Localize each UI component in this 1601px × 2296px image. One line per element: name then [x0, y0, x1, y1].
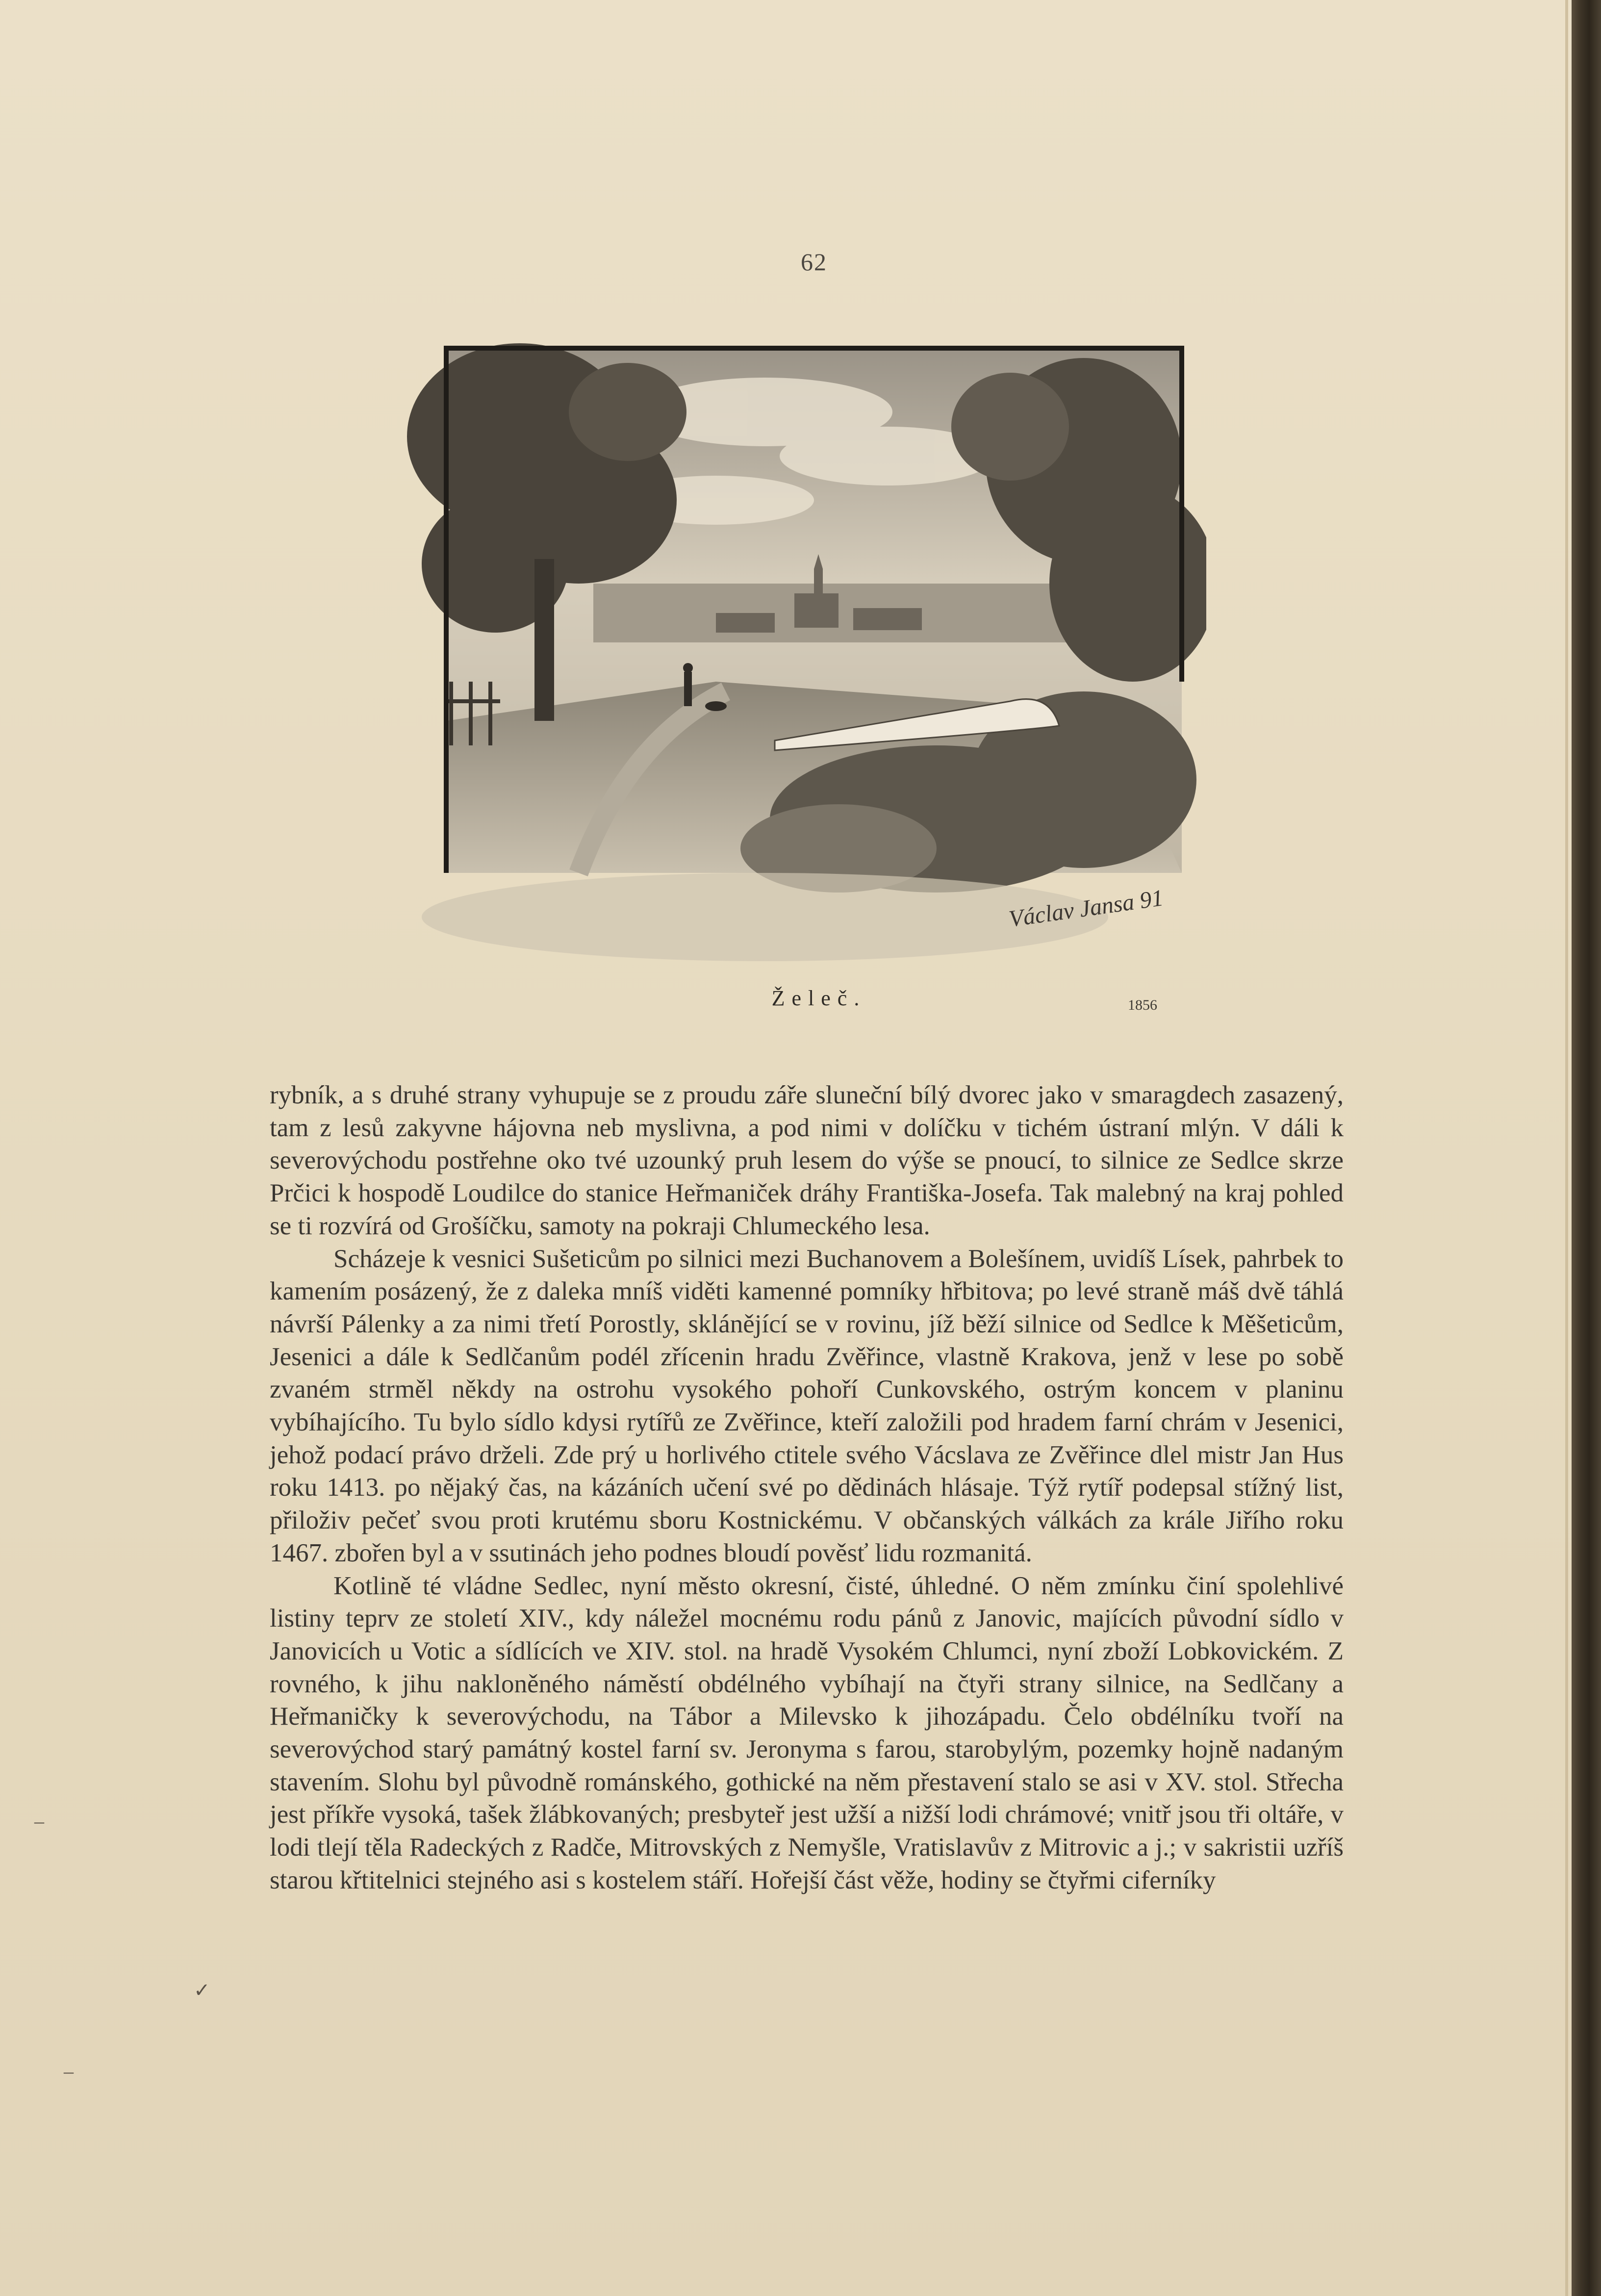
- figure-number: 1856: [1128, 997, 1157, 1013]
- margin-mark: ✓: [194, 1979, 210, 2001]
- illustration-caption: Želeč.: [771, 986, 866, 1010]
- page-number: 62: [801, 248, 827, 276]
- engraving-illustration: [373, 338, 1206, 976]
- paragraph-2: Scházeje k vesnici Sušeticům po silnici mezi Buchanovem a Bolešínem, uvidíš Lísek, pahrbek to kamením posázený, že z daleka mníš viděti kamenné pomníky hřbitova; po levé straně máš dvě táhlá návrší Pálenky a za nimi třetí Porostly, sklánějící se v rovinu, jíž běží silnice od Sedlce k Měšeticům, Jesenici a dále k Sedlčanům podél zřícenin hradu Zvěřince, vlastně Krakova, jenž v lese po sobě zvaném strměl někdy na ostrohu vysokého pohoří Cunkovského, ostrým koncem v planinu vybíhajícího. Tu bylo sídlo kdysi rytířů ze Zvěřince, kteří založili pod hradem farní chrám v Jesenici, jehož podací právo drželi. Zde prý u horlivého ctitele svého Vácslava ze Zvěřince dlel mistr Jan Hus roku 1413. po nějaký čas, na kázáních učení své po dědinách hlásaje. Týž rytíř podepsal stížný list, přiloživ pečeť svou proti krutému sboru Kostnickému. V občanských válkách za krále Jiřího roku 1467. zbořen byl a v ssutinách jeho podnes bloudí pověsť lidu rozmanitá.: [270, 1244, 1344, 1567]
- page-edge-highlight: [1565, 0, 1568, 2296]
- margin-dash: –: [64, 2060, 74, 2082]
- dog-figure: [705, 701, 727, 711]
- paragraph-1: rybník, a s druhé strany vyhupuje se z proudu záře sluneční bílý dvorec jako v smaragdech zasazený, tam z lesů zakyvne hájovna neb myslivna, a pod nimi v dolíčku v tichém ústraní mlýn. V dáli k severovýchodu postřehne oko tvé uzounký pruh lesem do výše se pnoucí, to silnice ze Sedlce skrze Prčici k hospodě Loudilce do stanice Heřmaniček dráhy Františka-Josefa. Tak malebný na kraj pohled se ti rozvírá od Grošíčku, samoty na pokraji Chlumeckého lesa.: [270, 1081, 1344, 1240]
- artist-signature: Václav Jansa 91: [1007, 885, 1165, 932]
- binding-edge: [1572, 0, 1601, 2296]
- walking-figure: [683, 663, 693, 706]
- paragraph-3: Kotlině té vládne Sedlec, nyní město okresní, čisté, úhledné. O něm zmínku činí spolehlivé listiny teprv ze století XIV., kdy náležel mocnému rodu pánů z Janovic, majících původní sídlo v Janovicích u Votic a sídlících ve XIV. stol. na hradě Vysokém Chlumci, nyní zboží Lobkovickém. Z rovného, k jihu nakloněného náměstí obdélného vybíhají na čtyři strany silnice, na Sedlčany a Heřmaničky k severovýchodu, na Tábor a Milevsko k jihozápadu. Čelo obdélníku tvoří na severovýchod starý památný kostel farní sv. Jeronyma s farou, starobylým, pozemky hojně nadaným stavením. Slohu byl původně románského, gothické na něm přestavení stalo se asi v XV. stol. Střecha jest příkře vysoká, tašek žlábkovaných; presbyteř jest užší a nižší lodi chrámové; vnitř jsou tři oltáře, v lodi tlejí těla Radeckých z Radče, Mitrovských z Nemyšle, Vratislavův z Mitrovic a j.; v sakristii uzříš starou křtitelnici stejného asi s kostelem stáří. Hořejší část věže, hodiny se čtyřmi ciferníky: [270, 1571, 1344, 1894]
- margin-dash: –: [34, 1810, 44, 1832]
- body-text: [270, 1079, 1344, 1897]
